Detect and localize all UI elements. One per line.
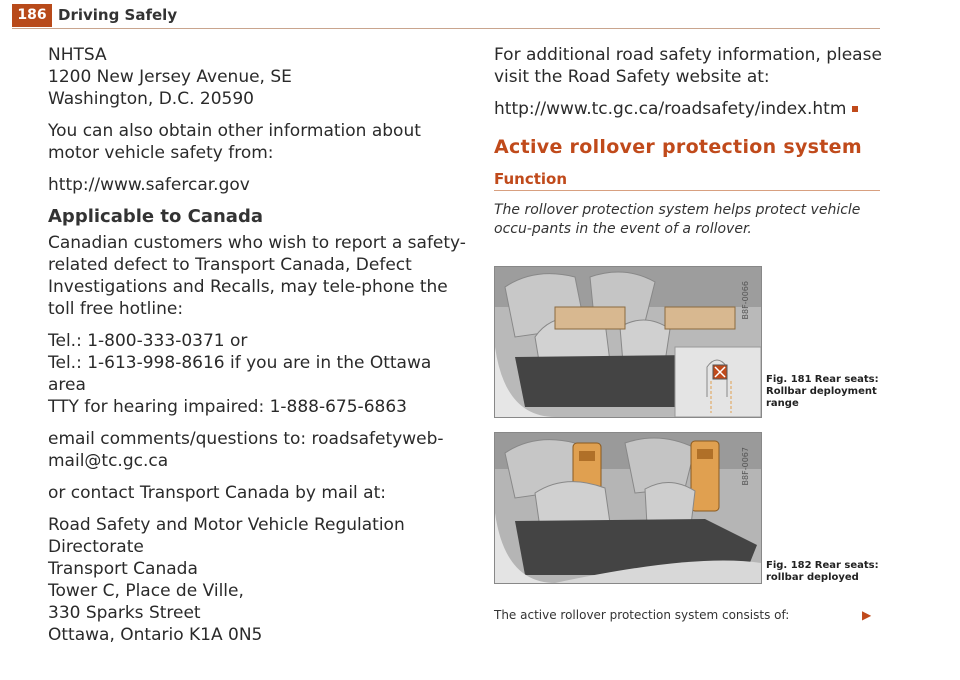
figure-code: B8F-0066 bbox=[741, 281, 750, 320]
address-line: 1200 New Jersey Avenue, SE bbox=[48, 67, 292, 87]
section-title: Driving Safely bbox=[58, 6, 178, 24]
phone-lines bbox=[48, 330, 468, 418]
canada-heading: Applicable to Canada bbox=[48, 206, 263, 227]
email-line[interactable]: email comments/questions to: roadsafetyweb-mail@tc.gc.ca bbox=[48, 429, 444, 471]
phone-line: Tel.: 1-800-333-0371 or bbox=[48, 331, 248, 351]
address-line: Tower C, Place de Ville, bbox=[48, 581, 244, 601]
page-header bbox=[0, 0, 960, 30]
address-line: Washington, D.C. 20590 bbox=[48, 89, 254, 109]
figure-number: Fig. 181 bbox=[766, 374, 812, 385]
tc-address bbox=[48, 514, 468, 646]
main-heading: Active rollover protection system bbox=[494, 136, 862, 158]
address-line: Road Safety and Motor Vehicle Regulation Directorate bbox=[48, 515, 405, 557]
right-column bbox=[494, 44, 914, 239]
other-info-paragraph: You can also obtain other information about motor vehicle safety from: bbox=[48, 121, 421, 163]
road-safety-url-line bbox=[494, 98, 914, 120]
figure-181 bbox=[494, 266, 762, 418]
intro-text: The rollover protection system helps protect vehicle occu-pants in the event of a rollover. bbox=[494, 202, 861, 237]
phone-line: Tel.: 1-613-998-8616 if you are in the Ottawa area bbox=[48, 353, 432, 395]
nhtsa-address bbox=[48, 44, 468, 110]
phone-line: TTY for hearing impaired: 1-888-675-6863 bbox=[48, 397, 407, 417]
figure-182-caption bbox=[766, 560, 886, 584]
figure-182 bbox=[494, 432, 762, 584]
road-safety-url[interactable]: http://www.tc.gc.ca/roadsafety/index.htm bbox=[494, 99, 847, 119]
address-line: NHTSA bbox=[48, 45, 107, 65]
figure-caption-text: Rear seats: rollbar deployed bbox=[766, 560, 879, 583]
next-page-arrow-icon: ▶ bbox=[862, 608, 872, 622]
canada-paragraph: Canadian customers who wish to report a safety-related defect to Transport Canada, Defect Investigations and Recalls, may tele-phone the toll free hotline: bbox=[48, 233, 466, 319]
address-line: Transport Canada bbox=[48, 559, 198, 579]
address-line: Ottawa, Ontario K1A 0N5 bbox=[48, 625, 263, 645]
figure-number: Fig. 182 bbox=[766, 560, 812, 571]
system-components-intro: The active rollover protection system consists of: bbox=[494, 608, 790, 622]
end-of-section-marker bbox=[852, 106, 858, 112]
subheading-rule bbox=[494, 190, 880, 191]
safercar-url[interactable]: http://www.safercar.gov bbox=[48, 175, 250, 195]
mail-intro: or contact Transport Canada by mail at: bbox=[48, 483, 386, 503]
header-rule bbox=[12, 28, 880, 29]
page-number: 186 bbox=[12, 4, 52, 27]
road-safety-paragraph: For additional road safety information, please visit the Road Safety website at: bbox=[494, 45, 882, 87]
address-line: 330 Sparks Street bbox=[48, 603, 201, 623]
function-subheading: Function bbox=[494, 170, 568, 188]
figure-caption-text: Rear seats: Rollbar deployment range bbox=[766, 374, 879, 409]
rollbar-range-illustration bbox=[495, 267, 761, 417]
rollbar-deployed-illustration bbox=[495, 433, 761, 583]
figure-181-caption bbox=[766, 374, 886, 410]
figure-code: B8F-0067 bbox=[741, 447, 750, 486]
left-column bbox=[48, 44, 468, 656]
